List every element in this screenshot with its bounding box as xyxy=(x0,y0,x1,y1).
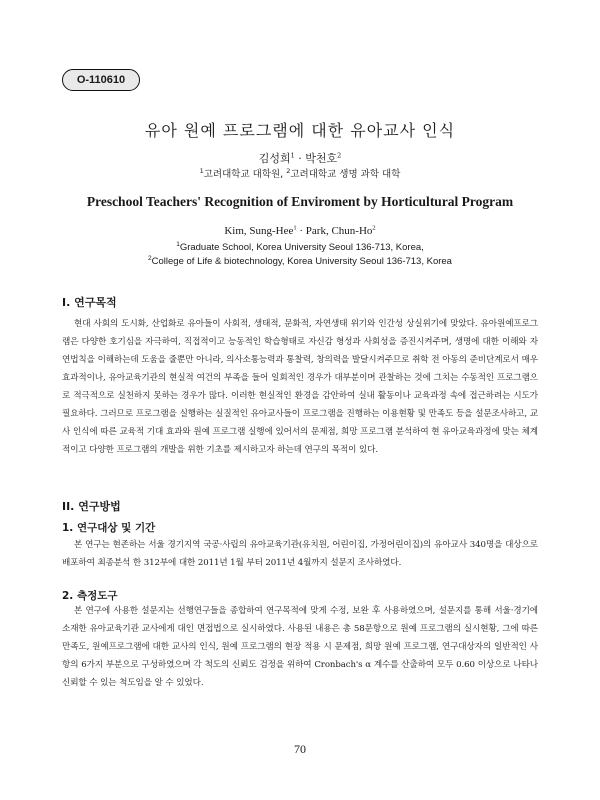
korean-title: 유아 원예 프로그램에 대한 유아교사 인식 xyxy=(144,121,456,140)
korean-affiliation xyxy=(0,166,600,180)
author-1-name: 김성희 xyxy=(258,152,291,165)
subsection-2-2-heading: 2. 측정도구 xyxy=(62,590,118,602)
author-1-name-en: Kim, Sung-Hee xyxy=(224,225,294,237)
affiliation-1: 고려대학교 대학원, xyxy=(203,169,287,180)
english-authors xyxy=(0,225,600,237)
subsection-2-1-paragraph: 본 연구는 현존하는 서울 경기지역 국공·사립의 유아교육기관(유치원, 어린이집, 가정어린이집)의 유아교사 340명을 대상으로 배포하여 최종분석 한 312부에 대한 2011년 1월 부터 2011년 4월까지 설문지 조사하였다. xyxy=(62,540,538,568)
author-1-sup: 1 xyxy=(290,151,295,160)
author-separator: · xyxy=(294,152,306,165)
author-separator-en: · xyxy=(296,225,306,237)
author-2-name: 박천호 xyxy=(305,152,338,165)
english-affiliation-1 xyxy=(0,242,600,253)
english-affiliation-2 xyxy=(0,256,600,267)
affiliation-2-sup: 2 xyxy=(286,166,291,175)
english-title: Preschool Teachers' Recognition of Enviroment by Horticultural Program xyxy=(86,194,514,209)
affiliation-2: 고려대학교 생명 과학 대학 xyxy=(290,169,401,180)
page-number: 70 xyxy=(294,742,306,756)
section-1-heading: I. 연구목적 xyxy=(62,296,117,309)
author-1-sup-en: 1 xyxy=(293,224,297,232)
author-2-sup: 2 xyxy=(337,151,342,160)
subsection-2-2-paragraph: 본 연구에 사용한 설문지는 선행연구들을 종합하여 연구목적에 맞게 수정, 보완 후 사용하였으며, 설문지를 통해 서울·경기에 소재한 유아교육기관 교사에게 대인 면접법으로 실시하였다. 사용된 내용은 총 58문항으로 원예 프로그램의 실시현황, 그에 따른 만족도, 원예프로그램에 대한 교사의 인식, 원예 프로그램의 현장 적용 시 문제점, 희망 원예 프로그램, 연구대상자의 일반적인 사항의 6가지 부분으로 구성하였으며 각 척도의 신뢰도 검정을 위하여 Cronbach's α 계수를 산출하여 모두 0.60 이상으로 나타나 신뢰할 수 있는 척도임을 알 수 있었다. xyxy=(62,606,538,688)
section-2-heading: II. 연구방법 xyxy=(62,500,121,513)
affiliation-en-2-text: College of Life & biotechnology, Korea University Seoul 136-713, Korea xyxy=(151,256,452,267)
affiliation-en-2-sup: 2 xyxy=(148,254,152,262)
author-2-sup-en: 2 xyxy=(372,224,376,232)
affiliation-1-sup: 1 xyxy=(199,166,204,175)
abstract-id-badge: O-110610 xyxy=(62,69,140,91)
korean-authors xyxy=(0,150,600,166)
author-2-name-en: Park, Chun-Ho xyxy=(305,225,373,237)
subsection-2-1-heading: 1. 연구대상 및 기간 xyxy=(62,522,156,534)
section-1-paragraph: 현대 사회의 도시화, 산업화로 유아들이 사회적, 생태적, 문화적, 자연생태 위기와 인간성 상실위기에 맞았다. 유아원예프로그램은 다양한 호기심을 자극하여, 직접적이고 능동적인 학습형태로 자신감 형성과 사회성을 증진시켜주며, 생명에 대한 이해와 자연법칙을 이해하는데 도움을 줄뿐만 아니라, 의사소통능력과 통찰력, 창의력을 발달시켜주므로 취학 전 아동의 준비단계로서 매우 효과적이나, 유아교육기관의 현실적 여건의 부족을 들어 일회적인 경우가 대부분이며 관찰하는 것에 그치는 수동적인 프로그램으로 적극적으로 실천하지 못하는 경우가 많다. 이러한 현실적인 환경을 감안하여 실내 활동이나 교육과정 속에 접근하려는 시도가 필요하다. 그러므로 프로그램을 실행하는 실질적인 유아교사들이 프로그램을 진행하는 이용현황 및 만족도 등을 설문조사하고, 교사 인식에 따른 교육적 기대 효과와 원예 프로그램 실행에 있어서의 문제점, 희망 프로그램 분석하여 현 유아교육과정에 맞는 체계적이고 다양한 프로그램의 개발을 위한 기초를 제시하고자 하는데 연구의 목적이 있다. xyxy=(62,319,538,455)
affiliation-en-1-sup: 1 xyxy=(176,240,180,248)
affiliation-en-1-text: Graduate School, Korea University Seoul 136-713, Korea, xyxy=(179,242,424,253)
